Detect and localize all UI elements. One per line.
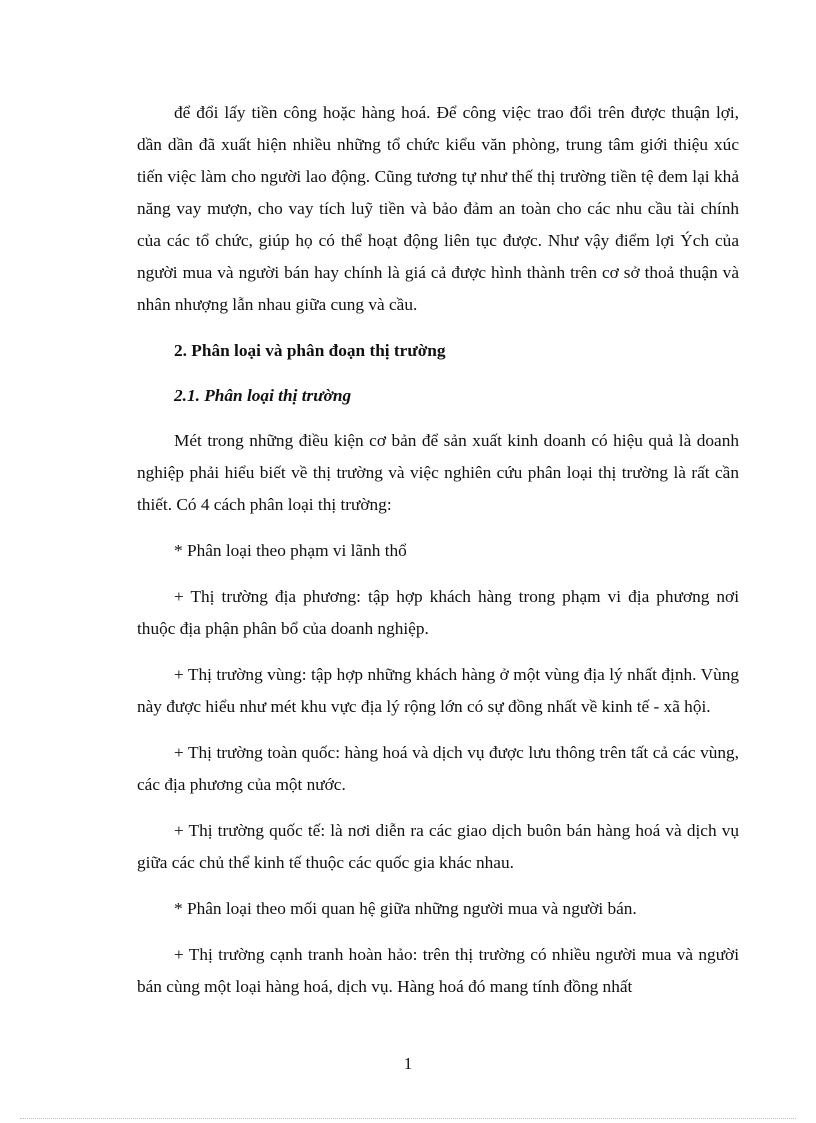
paragraph-territory-criterion: * Phân loại theo phạm vi lãnh thổ bbox=[174, 541, 407, 560]
paragraph-market-exchange: để đổi lấy tiền công hoặc hàng hoá. Để công việc trao đổi trên được thuận lợi, dần dần đã xuất hiện nhiều những tổ chức kiểu văn phòng, trung tâm giới thiệu xúc tiến việc làm cho người lao động. Cũng tương tự như thế thị trường tiền tệ đem lại khả năng vay mượn, cho vay tích luỹ tiền và bảo đảm an toàn cho các nhu cầu tài chính của các tổ chức, giúp họ có thể hoạt động liên tục được. Như vậy điểm lợi Ých của người mua và người bán hay chính là giá cả được hình thành trên cơ sở thoả thuận và nhân nhượng lẫn nhau giữa cung và cầu. bbox=[137, 103, 739, 314]
paragraph-national-market: + Thị trường toàn quốc: hàng hoá và dịch vụ được lưu thông trên tất cả các vùng, các địa phương của một nước. bbox=[137, 743, 739, 794]
page-number: 1 bbox=[403, 1054, 413, 1073]
document-page bbox=[137, 97, 739, 1017]
paragraph-relationship-criterion: * Phân loại theo mối quan hệ giữa những người mua và người bán. bbox=[174, 899, 637, 918]
subsection-heading: 2.1. Phân loại thị trường bbox=[174, 386, 352, 405]
section-heading: 2. Phân loại và phân đoạn thị trường bbox=[174, 341, 446, 360]
paragraph-local-market: + Thị trường địa phương: tập hợp khách hàng trong phạm vi địa phương nơi thuộc địa phận phân bổ của doanh nghiệp. bbox=[137, 587, 739, 638]
paragraph-regional-market: + Thị trường vùng: tập hợp những khách hàng ở một vùng địa lý nhất định. Vùng này được hiểu như mét khu vực địa lý rộng lớn có sự đồng nhất về kinh tế - xã hội. bbox=[137, 665, 739, 716]
paragraph-perfect-competition: + Thị trường cạnh tranh hoàn hảo: trên thị trường có nhiều người mua và người bán cùng một loại hàng hoá, dịch vụ. Hàng hoá đó mang tính đồng nhất bbox=[137, 945, 739, 996]
page-bottom-divider bbox=[20, 1118, 796, 1119]
paragraph-intro-classification: Mét trong những điều kiện cơ bản để sản xuất kinh doanh có hiệu quả là doanh nghiệp phải hiểu biết về thị trường và việc nghiên cứu phân loại thị trường là rất cần thiết. Có 4 cách phân loại thị trường: bbox=[137, 431, 739, 514]
paragraph-international-market: + Thị trường quốc tế: là nơi diễn ra các giao dịch buôn bán hàng hoá và dịch vụ giữa các chủ thể kinh tế thuộc các quốc gia khác nhau. bbox=[137, 821, 739, 872]
